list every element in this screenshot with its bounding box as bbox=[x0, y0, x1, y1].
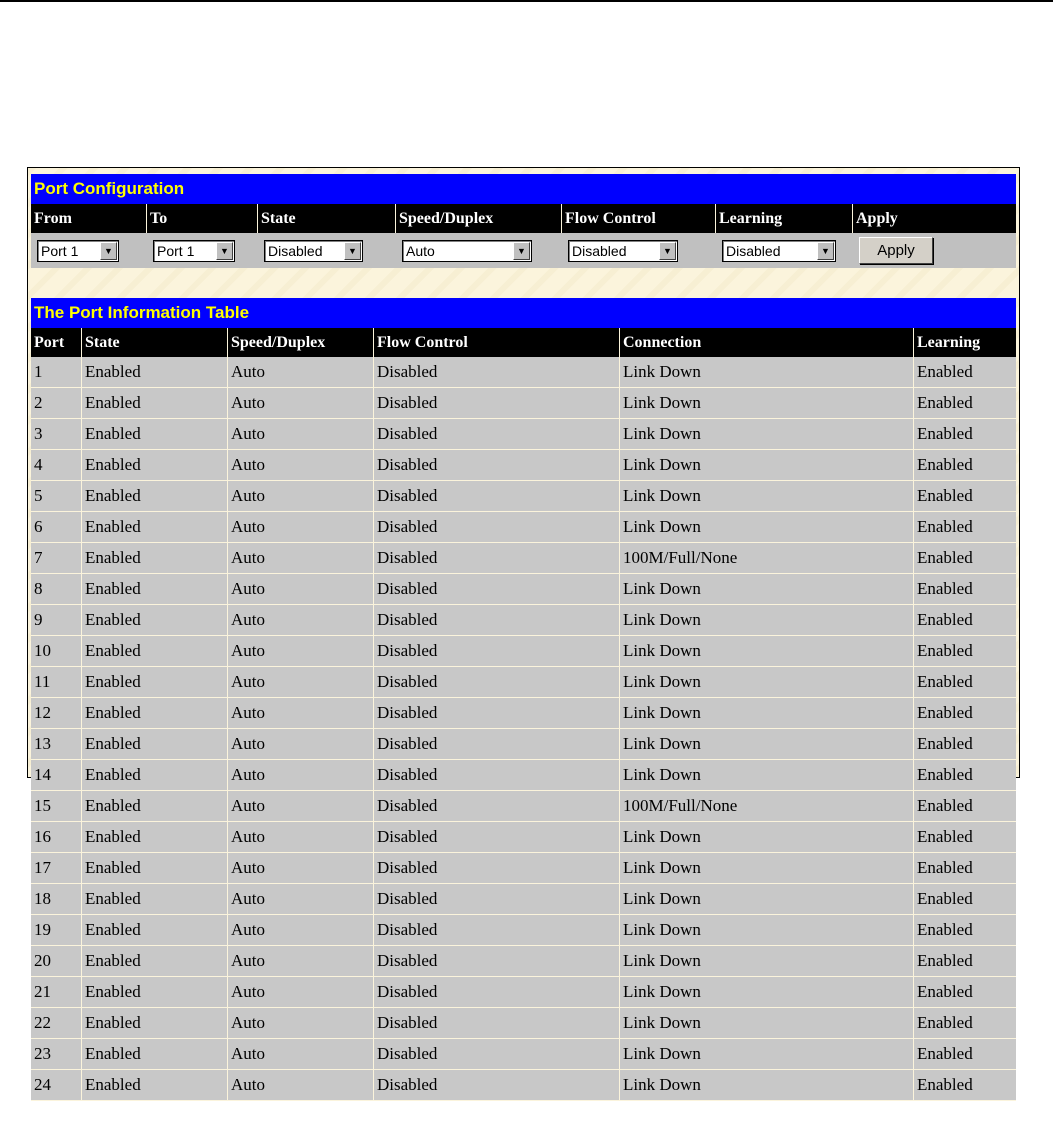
port-speed-duplex-cell: Auto bbox=[228, 1008, 374, 1039]
port-number-cell: 9 bbox=[31, 605, 82, 636]
port-flow-control-cell: Disabled bbox=[374, 636, 620, 667]
port-connection-cell: Link Down bbox=[620, 419, 914, 450]
port-number-cell: 8 bbox=[31, 574, 82, 605]
table-row bbox=[31, 884, 1016, 915]
table-row bbox=[31, 1070, 1016, 1101]
port-learning-cell: Enabled bbox=[914, 977, 1016, 1008]
speed-duplex-column-header: Speed/Duplex bbox=[228, 328, 374, 357]
port-column-header: Port bbox=[31, 328, 82, 357]
table-row bbox=[31, 636, 1016, 667]
port-configuration-title: Port Configuration bbox=[31, 174, 1016, 204]
port-number-cell: 6 bbox=[31, 512, 82, 543]
port-configuration-controls bbox=[31, 233, 1016, 268]
port-connection-cell: Link Down bbox=[620, 636, 914, 667]
port-number-cell: 2 bbox=[31, 388, 82, 419]
port-learning-cell: Enabled bbox=[914, 1008, 1016, 1039]
port-speed-duplex-cell: Auto bbox=[228, 512, 374, 543]
port-state-cell: Enabled bbox=[82, 729, 228, 760]
port-speed-duplex-cell: Auto bbox=[228, 1070, 374, 1101]
port-flow-control-cell: Disabled bbox=[374, 1070, 620, 1101]
port-state-cell: Enabled bbox=[82, 512, 228, 543]
table-row bbox=[31, 512, 1016, 543]
port-connection-cell: Link Down bbox=[620, 946, 914, 977]
port-connection-cell: Link Down bbox=[620, 450, 914, 481]
port-flow-control-cell: Disabled bbox=[374, 667, 620, 698]
table-row bbox=[31, 419, 1016, 450]
port-speed-duplex-cell: Auto bbox=[228, 543, 374, 574]
connection-column-header: Connection bbox=[620, 328, 914, 357]
port-flow-control-cell: Disabled bbox=[374, 915, 620, 946]
table-row bbox=[31, 822, 1016, 853]
port-number-cell: 16 bbox=[31, 822, 82, 853]
flow-control-header: Flow Control bbox=[562, 204, 716, 233]
from-header: From bbox=[31, 204, 147, 233]
port-learning-cell: Enabled bbox=[914, 1039, 1016, 1070]
port-state-cell: Enabled bbox=[82, 636, 228, 667]
port-flow-control-cell: Disabled bbox=[374, 1008, 620, 1039]
port-connection-cell: Link Down bbox=[620, 481, 914, 512]
port-connection-cell: Link Down bbox=[620, 605, 914, 636]
port-state-cell: Enabled bbox=[82, 977, 228, 1008]
port-learning-cell: Enabled bbox=[914, 419, 1016, 450]
port-state-cell: Enabled bbox=[82, 791, 228, 822]
port-number-cell: 5 bbox=[31, 481, 82, 512]
port-connection-cell: Link Down bbox=[620, 915, 914, 946]
port-speed-duplex-cell: Auto bbox=[228, 915, 374, 946]
port-connection-cell: Link Down bbox=[620, 1039, 914, 1070]
port-learning-cell: Enabled bbox=[914, 1070, 1016, 1101]
port-speed-duplex-cell: Auto bbox=[228, 636, 374, 667]
port-speed-duplex-cell: Auto bbox=[228, 357, 374, 388]
from-port-select[interactable] bbox=[37, 240, 119, 262]
port-connection-cell: Link Down bbox=[620, 667, 914, 698]
port-state-cell: Enabled bbox=[82, 419, 228, 450]
table-row bbox=[31, 698, 1016, 729]
port-number-cell: 3 bbox=[31, 419, 82, 450]
state-header: State bbox=[258, 204, 396, 233]
port-state-cell: Enabled bbox=[82, 822, 228, 853]
port-connection-cell: Link Down bbox=[620, 388, 914, 419]
port-speed-duplex-cell: Auto bbox=[228, 791, 374, 822]
port-flow-control-cell: Disabled bbox=[374, 450, 620, 481]
speed-duplex-select-value: Auto bbox=[406, 242, 435, 259]
top-divider bbox=[0, 0, 1053, 2]
to-port-select-value: Port 1 bbox=[157, 242, 195, 259]
port-state-cell: Enabled bbox=[82, 357, 228, 388]
learning-header: Learning bbox=[716, 204, 853, 233]
port-connection-cell: Link Down bbox=[620, 1008, 914, 1039]
port-number-cell: 11 bbox=[31, 667, 82, 698]
chevron-down-icon[interactable]: ▼ bbox=[513, 242, 530, 260]
port-connection-cell: Link Down bbox=[620, 977, 914, 1008]
learning-select-value: Disabled bbox=[726, 242, 781, 259]
port-flow-control-cell: Disabled bbox=[374, 512, 620, 543]
port-flow-control-cell: Disabled bbox=[374, 388, 620, 419]
chevron-down-icon[interactable]: ▼ bbox=[216, 242, 233, 260]
port-flow-control-cell: Disabled bbox=[374, 884, 620, 915]
table-row bbox=[31, 760, 1016, 791]
port-flow-control-cell: Disabled bbox=[374, 481, 620, 512]
table-row bbox=[31, 977, 1016, 1008]
table-row bbox=[31, 1008, 1016, 1039]
port-speed-duplex-cell: Auto bbox=[228, 822, 374, 853]
port-information-title: The Port Information Table bbox=[31, 298, 1016, 328]
port-settings-panel bbox=[27, 167, 1020, 1094]
port-learning-cell: Enabled bbox=[914, 915, 1016, 946]
port-state-cell: Enabled bbox=[82, 1070, 228, 1101]
state-select-value: Disabled bbox=[268, 242, 323, 259]
port-state-cell: Enabled bbox=[82, 481, 228, 512]
port-learning-cell: Enabled bbox=[914, 822, 1016, 853]
port-information-header bbox=[31, 328, 1016, 357]
port-connection-cell: 100M/Full/None bbox=[620, 791, 914, 822]
port-connection-cell: Link Down bbox=[620, 698, 914, 729]
port-connection-cell: Link Down bbox=[620, 357, 914, 388]
port-number-cell: 18 bbox=[31, 884, 82, 915]
port-state-cell: Enabled bbox=[82, 853, 228, 884]
port-state-cell: Enabled bbox=[82, 760, 228, 791]
flow-control-column-header: Flow Control bbox=[374, 328, 620, 357]
chevron-down-icon[interactable]: ▼ bbox=[659, 242, 676, 260]
apply-header: Apply bbox=[853, 204, 1016, 233]
port-configuration-header bbox=[31, 204, 1016, 233]
port-learning-cell: Enabled bbox=[914, 605, 1016, 636]
port-number-cell: 7 bbox=[31, 543, 82, 574]
to-header: To bbox=[147, 204, 258, 233]
learning-column-header: Learning bbox=[914, 328, 1016, 357]
port-number-cell: 12 bbox=[31, 698, 82, 729]
port-information-rows bbox=[31, 357, 1016, 1101]
port-speed-duplex-cell: Auto bbox=[228, 853, 374, 884]
port-speed-duplex-cell: Auto bbox=[228, 884, 374, 915]
port-learning-cell: Enabled bbox=[914, 574, 1016, 605]
port-number-cell: 13 bbox=[31, 729, 82, 760]
port-connection-cell: Link Down bbox=[620, 729, 914, 760]
port-state-cell: Enabled bbox=[82, 450, 228, 481]
port-learning-cell: Enabled bbox=[914, 388, 1016, 419]
table-row bbox=[31, 481, 1016, 512]
port-number-cell: 23 bbox=[31, 1039, 82, 1070]
port-connection-cell: 100M/Full/None bbox=[620, 543, 914, 574]
chevron-down-icon[interactable]: ▼ bbox=[817, 242, 834, 260]
speed-duplex-header: Speed/Duplex bbox=[396, 204, 562, 233]
port-state-cell: Enabled bbox=[82, 946, 228, 977]
port-state-cell: Enabled bbox=[82, 1008, 228, 1039]
port-learning-cell: Enabled bbox=[914, 729, 1016, 760]
port-speed-duplex-cell: Auto bbox=[228, 481, 374, 512]
port-flow-control-cell: Disabled bbox=[374, 946, 620, 977]
port-connection-cell: Link Down bbox=[620, 574, 914, 605]
port-learning-cell: Enabled bbox=[914, 357, 1016, 388]
port-learning-cell: Enabled bbox=[914, 884, 1016, 915]
section-spacer bbox=[31, 268, 1016, 298]
port-configuration-table bbox=[31, 204, 1016, 268]
port-speed-duplex-cell: Auto bbox=[228, 760, 374, 791]
port-speed-duplex-cell: Auto bbox=[228, 605, 374, 636]
port-flow-control-cell: Disabled bbox=[374, 419, 620, 450]
port-connection-cell: Link Down bbox=[620, 512, 914, 543]
port-state-cell: Enabled bbox=[82, 1039, 228, 1070]
port-connection-cell: Link Down bbox=[620, 760, 914, 791]
port-number-cell: 10 bbox=[31, 636, 82, 667]
port-state-cell: Enabled bbox=[82, 388, 228, 419]
table-row bbox=[31, 667, 1016, 698]
port-number-cell: 14 bbox=[31, 760, 82, 791]
from-port-select-value: Port 1 bbox=[41, 242, 79, 259]
table-row bbox=[31, 853, 1016, 884]
port-state-cell: Enabled bbox=[82, 574, 228, 605]
port-learning-cell: Enabled bbox=[914, 481, 1016, 512]
port-speed-duplex-cell: Auto bbox=[228, 729, 374, 760]
table-row bbox=[31, 357, 1016, 388]
port-state-cell: Enabled bbox=[82, 915, 228, 946]
table-row bbox=[31, 946, 1016, 977]
port-state-cell: Enabled bbox=[82, 698, 228, 729]
port-learning-cell: Enabled bbox=[914, 946, 1016, 977]
port-flow-control-cell: Disabled bbox=[374, 977, 620, 1008]
port-number-cell: 4 bbox=[31, 450, 82, 481]
port-number-cell: 24 bbox=[31, 1070, 82, 1101]
to-port-select[interactable] bbox=[153, 240, 235, 262]
port-information-table bbox=[31, 328, 1016, 1101]
port-learning-cell: Enabled bbox=[914, 636, 1016, 667]
port-speed-duplex-cell: Auto bbox=[228, 977, 374, 1008]
port-state-cell: Enabled bbox=[82, 884, 228, 915]
port-speed-duplex-cell: Auto bbox=[228, 450, 374, 481]
port-flow-control-cell: Disabled bbox=[374, 760, 620, 791]
port-speed-duplex-cell: Auto bbox=[228, 667, 374, 698]
port-flow-control-cell: Disabled bbox=[374, 729, 620, 760]
port-learning-cell: Enabled bbox=[914, 543, 1016, 574]
port-learning-cell: Enabled bbox=[914, 667, 1016, 698]
table-row bbox=[31, 605, 1016, 636]
port-flow-control-cell: Disabled bbox=[374, 1039, 620, 1070]
port-number-cell: 19 bbox=[31, 915, 82, 946]
port-state-cell: Enabled bbox=[82, 543, 228, 574]
port-flow-control-cell: Disabled bbox=[374, 791, 620, 822]
state-select[interactable] bbox=[264, 240, 363, 262]
port-learning-cell: Enabled bbox=[914, 512, 1016, 543]
port-number-cell: 21 bbox=[31, 977, 82, 1008]
port-number-cell: 1 bbox=[31, 357, 82, 388]
port-flow-control-cell: Disabled bbox=[374, 543, 620, 574]
flow-control-select[interactable] bbox=[568, 240, 678, 262]
port-number-cell: 17 bbox=[31, 853, 82, 884]
port-speed-duplex-cell: Auto bbox=[228, 698, 374, 729]
table-row bbox=[31, 543, 1016, 574]
port-learning-cell: Enabled bbox=[914, 791, 1016, 822]
port-speed-duplex-cell: Auto bbox=[228, 419, 374, 450]
port-connection-cell: Link Down bbox=[620, 884, 914, 915]
port-flow-control-cell: Disabled bbox=[374, 605, 620, 636]
port-learning-cell: Enabled bbox=[914, 853, 1016, 884]
port-flow-control-cell: Disabled bbox=[374, 698, 620, 729]
port-flow-control-cell: Disabled bbox=[374, 357, 620, 388]
port-speed-duplex-cell: Auto bbox=[228, 1039, 374, 1070]
table-row bbox=[31, 729, 1016, 760]
port-state-cell: Enabled bbox=[82, 667, 228, 698]
port-number-cell: 20 bbox=[31, 946, 82, 977]
port-state-cell: Enabled bbox=[82, 605, 228, 636]
table-row bbox=[31, 388, 1016, 419]
table-row bbox=[31, 574, 1016, 605]
port-speed-duplex-cell: Auto bbox=[228, 574, 374, 605]
port-speed-duplex-cell: Auto bbox=[228, 946, 374, 977]
port-learning-cell: Enabled bbox=[914, 760, 1016, 791]
port-flow-control-cell: Disabled bbox=[374, 853, 620, 884]
table-row bbox=[31, 915, 1016, 946]
port-flow-control-cell: Disabled bbox=[374, 574, 620, 605]
learning-select[interactable] bbox=[722, 240, 836, 262]
speed-duplex-select[interactable] bbox=[402, 240, 532, 262]
port-number-cell: 15 bbox=[31, 791, 82, 822]
table-row bbox=[31, 450, 1016, 481]
chevron-down-icon[interactable]: ▼ bbox=[344, 242, 361, 260]
port-connection-cell: Link Down bbox=[620, 1070, 914, 1101]
table-row bbox=[31, 1039, 1016, 1070]
table-row bbox=[31, 791, 1016, 822]
state-column-header: State bbox=[82, 328, 228, 357]
port-number-cell: 22 bbox=[31, 1008, 82, 1039]
chevron-down-icon[interactable]: ▼ bbox=[100, 242, 117, 260]
port-learning-cell: Enabled bbox=[914, 450, 1016, 481]
apply-button[interactable]: Apply bbox=[859, 237, 933, 264]
port-connection-cell: Link Down bbox=[620, 822, 914, 853]
port-connection-cell: Link Down bbox=[620, 853, 914, 884]
port-learning-cell: Enabled bbox=[914, 698, 1016, 729]
flow-control-select-value: Disabled bbox=[572, 242, 627, 259]
port-flow-control-cell: Disabled bbox=[374, 822, 620, 853]
port-speed-duplex-cell: Auto bbox=[228, 388, 374, 419]
